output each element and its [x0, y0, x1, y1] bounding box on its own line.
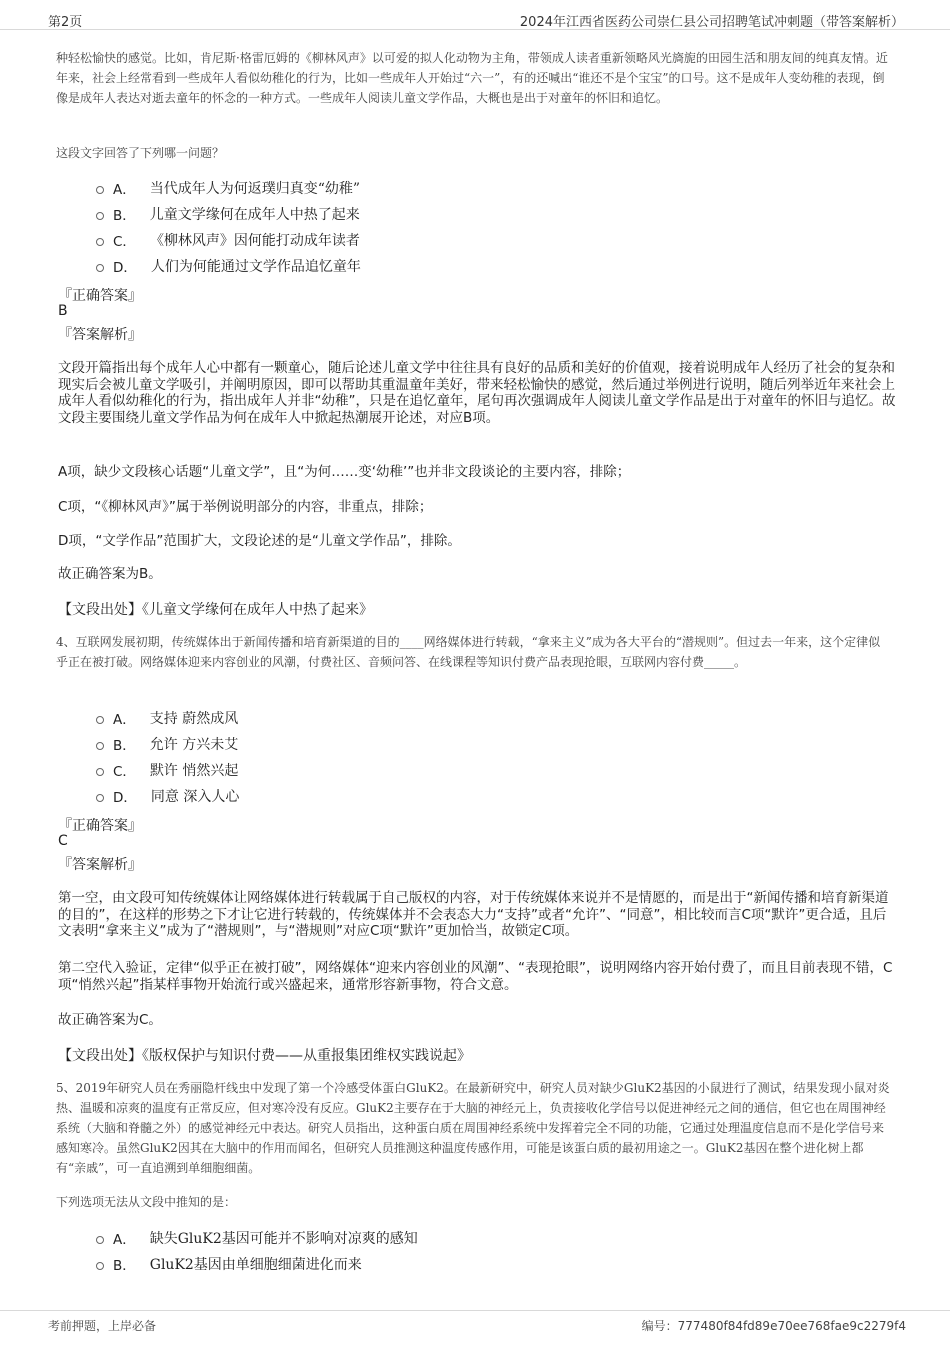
radio-icon[interactable]	[96, 794, 104, 802]
q5-question: 下列选项无法从文段中推知的是：	[56, 1195, 237, 1209]
q3-conclusion: 故正确答案为B。	[58, 566, 162, 582]
q3-option-a[interactable]: A． 当代成年人为何返璞归真变“幼稚”	[96, 177, 360, 199]
q3-analysis-c: C项，“《柳林风声》”属于举例说明部分的内容，非重点，排除；	[58, 499, 433, 515]
radio-icon[interactable]	[96, 1262, 104, 1270]
q3-correct-label: 『正确答案』	[58, 288, 142, 304]
radio-icon[interactable]	[96, 238, 104, 246]
q3-option-d[interactable]: D． 人们为何能通过文学作品追忆童年	[96, 255, 361, 277]
q5-option-a[interactable]: A． 缺失GluK2基因可能并不影响对凉爽的感知	[96, 1227, 418, 1249]
q4-option-d[interactable]: D． 同意 深入人心	[96, 785, 239, 807]
document-serial: 编号：777480f84fd89e70ee768fae9c2279f4	[641, 1319, 906, 1333]
q3-option-b[interactable]: B． 儿童文学缘何在成年人中热了起来	[96, 203, 360, 225]
q4-analysis-first: 第一空，由文段可知传统媒体让网络媒体进行转载属于自己版权的内容，对于传统媒体来说并不是情愿的，而是出于“新闻传播和培育新渠道的目的”，在这样的形势之下才让它进行转载的，传统媒体并不会表态大力“支持”或者“允许”、“同意”，相比较而言C项“默许”更合适，且后文表明“拿来主义”成为了“潜规则”，与“潜规则”对应C项“默许”更加恰当，故锁定C项。	[58, 890, 889, 939]
document-title: 2024年江西省医药公司崇仁县公司招聘笔试冲刺题（带答案解析）	[519, 15, 904, 30]
q4-option-c[interactable]: C． 默许 悄然兴起	[96, 759, 238, 781]
q3-source: 【文段出处】《儿童文学缘何在成年人中热了起来》	[58, 602, 373, 618]
q3-question: 这段文字回答了下列哪一问题？	[56, 146, 225, 160]
q3-analysis-d: D项，“文学作品”范围扩大，文段论述的是“儿童文学作品”，排除。	[58, 533, 461, 549]
q5-passage: 5、2019年研究人员在秀丽隐杆线虫中发现了第一个冷感受体蛋白GluK2。在最新研究中，研究人员对缺少GluK2基因的小鼠进行了测试，结果发现小鼠对炎热、温暖和凉爽的温度有正常反应，但对寒冷没有反应。GluK2主要存在于大脑的神经元上，负责接收化学信号以促进神经元之间的通信，但它也在周围神经系统（大脑和脊髓之外）的感觉神经元中表达。研究人员指出，这种蛋白质在周围神经系统中发挥着完全不同的功能，它通过处理温度信息而不是化学信号来感知寒冷。虽然GluK2因其在大脑中的作用而闻名，但研究人员推测这种温度传感作用，可能是该蛋白质的最初用途之一。GluK2基因在整个进化树上都有“亲戚”，可一直追溯到单细胞细菌。	[56, 1081, 890, 1175]
q3-analysis-a: A项，缺少文段核心话题“儿童文学”，且“为何……变‘幼稚’”也并非文段谈论的主要内容，排除；	[58, 464, 631, 480]
q3-answer: B	[58, 303, 68, 319]
q4-conclusion: 故正确答案为C。	[58, 1012, 162, 1028]
q5-option-b[interactable]: B． GluK2基因由单细胞细菌进化而来	[96, 1253, 362, 1275]
radio-icon[interactable]	[96, 212, 104, 220]
radio-icon[interactable]	[96, 186, 104, 194]
footer-slogan: 考前押题，上岸必备	[48, 1319, 157, 1333]
page-number: 第2页	[48, 15, 83, 30]
q4-correct-label: 『正确答案』	[58, 818, 142, 834]
q3-analysis-main: 文段开篇指出每个成年人心中都有一颗童心，随后论述儿童文学中往往具有良好的品质和美好的价值观，接着说明成年人经历了社会的复杂和现实后会被儿童文学吸引，并阐明原因，即可以帮助其重温童年美好，带来轻松愉快的感觉，然后通过举例进行说明，随后列举近年来社会上成年人看似幼稚化的行为，指出成年人并非“幼稚”，只是在追忆童年，尾句再次强调成年人阅读儿童文学作品是出于对童年的怀旧与追忆。故文段主要围绕儿童文学作品为何在成年人中掀起热潮展开论述，对应B项。	[58, 360, 896, 426]
radio-icon[interactable]	[96, 264, 104, 272]
page-footer	[0, 1310, 950, 1345]
radio-icon[interactable]	[96, 1236, 104, 1244]
radio-icon[interactable]	[96, 768, 104, 776]
q3-passage: 种轻松愉快的感觉。比如，肯尼斯·格雷厄姆的《柳林风声》以可爱的拟人化动物为主角，带领成人读者重新领略风光旖旎的田园生活和朋友间的纯真友情。近年来，社会上经常看到一些成年人看似幼稚化的行为，比如一些成年人开始过“六一”，有的还喊出“谁还不是个宝宝”的口号。这不是成年人变幼稚的表现，倒像是成年人表达对逝去童年的怀念的一种方式。一些成年人阅读儿童文学作品，大概也是出于对童年的怀旧和追忆。	[56, 51, 888, 105]
q4-passage: 4、互联网发展初期，传统媒体出于新闻传播和培育新渠道的目的____网络媒体进行转载，“拿来主义”成为各大平台的“潜规则”。但过去一年来，这个定律似乎正在被打破。网络媒体迎来内容创业的风潮，付费社区、音频问答、在线课程等知识付费产品表现抢眼，互联网内容付费_____。	[56, 635, 881, 669]
q4-answer: C	[58, 833, 68, 849]
radio-icon[interactable]	[96, 742, 104, 750]
q4-option-b[interactable]: B． 允许 方兴未艾	[96, 733, 238, 755]
radio-icon[interactable]	[96, 716, 104, 724]
q4-source: 【文段出处】《版权保护与知识付费——从重报集团维权实践说起》	[58, 1048, 471, 1064]
q4-option-a[interactable]: A． 支持 蔚然成风	[96, 707, 238, 729]
q4-analysis-second: 第二空代入验证，定律“似乎正在被打破”，网络媒体“迎来内容创业的风潮”、“表现抢眼”，说明网络内容开始付费了，而且目前表现不错，C项“悄然兴起”指某样事物开始流行或兴盛起来，通常形容新事物，符合文意。	[58, 960, 893, 993]
q3-analysis-label: 『答案解析』	[58, 327, 142, 343]
q4-analysis-label: 『答案解析』	[58, 857, 142, 873]
q3-option-c[interactable]: C． 《柳林风声》因何能打动成年读者	[96, 229, 360, 251]
